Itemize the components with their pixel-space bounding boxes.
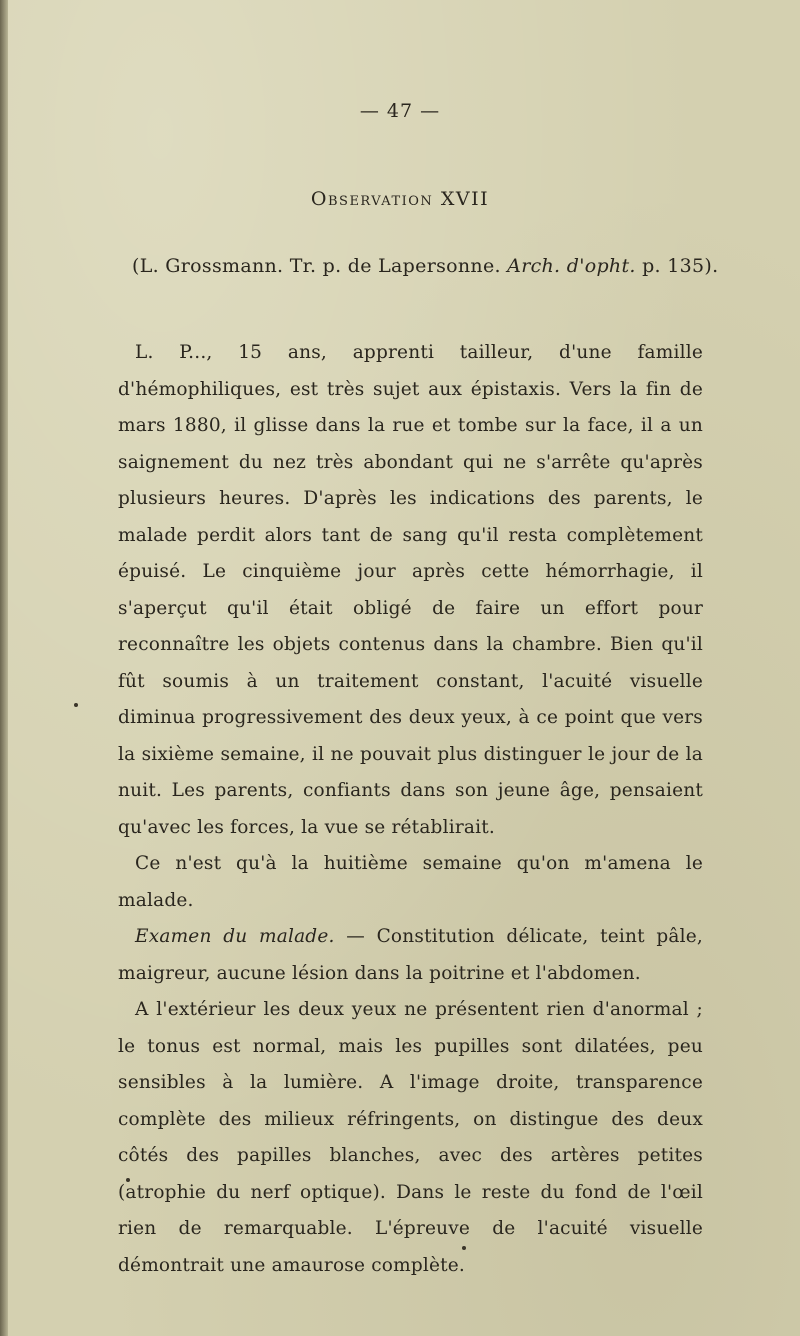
source-journal: Arch. d'opht. — [507, 255, 636, 277]
page-number: — 47 — — [359, 100, 441, 122]
paragraph-exam — [118, 919, 703, 992]
observation-title-text: Observation XVII — [310, 188, 490, 210]
speck — [462, 1246, 466, 1250]
observation-title — [0, 188, 800, 210]
speck — [126, 1178, 130, 1182]
exam-heading: Examen du malade. — [135, 926, 335, 947]
source-citation — [132, 255, 732, 277]
paragraph-eye-findings: A l'extérieur les deux yeux ne présentent rien d'anormal ; le tonus est normal, mais les pupilles sont dilatées, peu sensibles à la lumière. A l'image droite, transparence complète des milieux réfringents, on distingue des deux côtés des papilles blanches, avec des artères petites (atrophie du nerf optique). Dans le reste du fond de l'œil rien de remarquable. L'épreuve de l'acuité visuelle démontrait une amaurose complète. — [118, 999, 703, 1276]
source-prefix: (L. Grossmann. Tr. p. de Lapersonne. — [132, 255, 501, 277]
paragraph-history: L. P..., 15 ans, apprenti tailleur, d'une famille d'hémophiliques, est très sujet aux épistaxis. Vers la fin de mars 1880, il glisse dans la rue et tombe sur la face, il a un saignement du nez très abondant qui ne s'arrête qu'après plusieurs heures. D'après les indications des parents, le malade perdit alors tant de sang qu'il resta complètement épuisé. Le cinquième jour après cette hémorrhagie, il s'aperçut qu'il était obligé de faire un effort pour reconnaître les objets contenus dans la chambre. Bien qu'il fût soumis à un traitement constant, l'acuité visuelle diminua progressivement des deux yeux, à ce point que vers la sixième semaine, il ne pouvait plus distinguer le jour de la nuit. Les parents, confiants dans son jeune âge, pensaient qu'avec les forces, la vue se rétablirait. — [118, 342, 703, 838]
speck — [74, 703, 78, 707]
paragraph-presentation: Ce n'est qu'à la huitième semaine qu'on m'amena le malade. — [118, 853, 703, 911]
exam-text: — Constitution délicate, teint pâle, maigreur, aucune lésion dans la poitrine et l'abdomen. — [118, 926, 704, 984]
source-suffix: p. 135). — [642, 255, 719, 277]
observation-body — [118, 335, 703, 1284]
